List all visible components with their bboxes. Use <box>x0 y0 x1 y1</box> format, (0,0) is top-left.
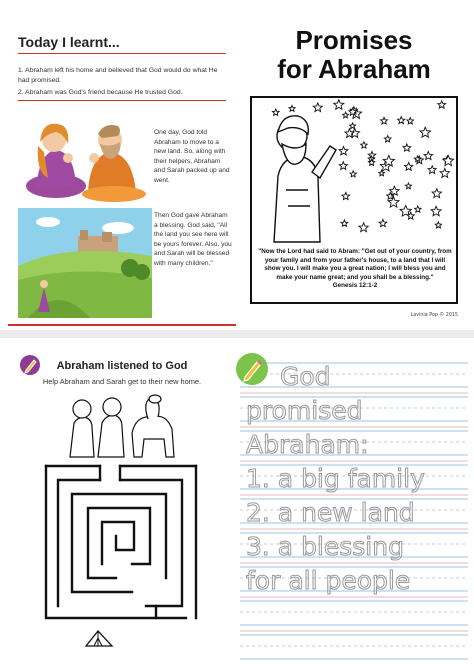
handwriting-panel <box>240 343 468 663</box>
tracing-text: 2. a new land <box>246 498 415 527</box>
star-icon <box>339 162 347 170</box>
credit-text: Lavinia Pop © 2015 <box>410 313 458 318</box>
maze[interactable] <box>36 460 206 625</box>
verse-reference: Genesis 12:1-2 <box>332 282 378 289</box>
star-icon <box>361 142 368 148</box>
promises-panel <box>240 8 468 324</box>
promises-title <box>240 26 468 84</box>
verse-text: "Now the Lord had said to Abram: "Get out of your country, from your family and from your father's house, to a land that I will show you. I will make you a great nation; I will bless you and make your name great; and you shall be a blessing." <box>258 248 452 281</box>
tracing-text: for all people <box>246 566 411 595</box>
scripture-verse <box>256 248 454 291</box>
story-text-2: Then God gave Abraham a blessing. God said, "All the land you see here will be yours forever. Also, you and Sarah will be blessed with many children." <box>154 212 232 267</box>
panel-divider <box>0 330 474 338</box>
star-icon <box>381 117 388 124</box>
tracing-line <box>240 463 468 496</box>
coloring-box <box>250 96 458 304</box>
landscape-illustration <box>18 208 152 318</box>
tracing-text: 3. a blessing <box>246 532 404 561</box>
tracing-text: 1. a big family <box>246 464 425 493</box>
star-icon <box>424 152 433 160</box>
star-icon <box>359 223 368 232</box>
maze-panel <box>8 343 236 663</box>
star-icon <box>350 171 356 177</box>
tracing-text: God <box>280 362 331 391</box>
star-icon <box>403 144 411 151</box>
star-icon <box>407 118 414 124</box>
tracing-line <box>240 395 468 428</box>
tracing-text: promised <box>246 396 363 425</box>
star-icon <box>443 155 454 165</box>
star-icon <box>435 222 441 228</box>
star-icon <box>343 112 349 118</box>
title-rule <box>18 53 226 54</box>
abraham-coloring-figure <box>258 106 338 244</box>
tracing-line <box>240 361 468 394</box>
tent-icon <box>84 628 114 648</box>
maze-subtitle: Help Abraham and Sarah get to their new home. <box>42 377 202 386</box>
star-icon <box>440 168 449 177</box>
promises-title-line-1: Promises <box>295 25 413 55</box>
abraham-sarah-camel-drawing <box>62 393 192 459</box>
learning-points <box>18 66 230 100</box>
star-icon <box>379 219 387 226</box>
learning-point: 1. Abraham left his home and believed that God would do what He had promised. <box>18 67 218 84</box>
abraham-sarah-praying-illustration <box>18 112 152 202</box>
story-text-1: One day, God told Abraham to move to a new land. So, along with their helpers, Abraham and Sarah packed up and went. <box>154 129 230 184</box>
star-icon <box>428 166 436 174</box>
star-icon <box>415 206 422 212</box>
tracing-line <box>240 429 468 462</box>
star-icon <box>405 162 413 170</box>
star-icon <box>432 189 441 198</box>
tracing-line <box>240 531 468 564</box>
star-icon <box>342 192 350 199</box>
star-icon <box>339 147 348 155</box>
today-title: Today I learnt... <box>18 34 120 50</box>
learning-point: 2. Abraham was God's friend because He trusted God. <box>18 89 183 96</box>
maze-title: Abraham listened to God <box>56 360 188 372</box>
star-icon <box>431 206 441 216</box>
star-icon <box>384 136 391 142</box>
tracing-line <box>240 497 468 530</box>
star-icon <box>405 183 411 189</box>
today-i-learnt-panel <box>8 8 236 326</box>
star-icon <box>379 170 385 176</box>
tracing-text: Abraham: <box>246 430 369 459</box>
star-icon <box>420 127 430 137</box>
promises-title-line-2: for Abraham <box>277 54 431 84</box>
tracing-line <box>240 565 468 598</box>
star-icon <box>398 117 405 124</box>
star-icon <box>341 220 348 226</box>
star-icon <box>438 101 446 108</box>
section-rule <box>18 100 226 101</box>
